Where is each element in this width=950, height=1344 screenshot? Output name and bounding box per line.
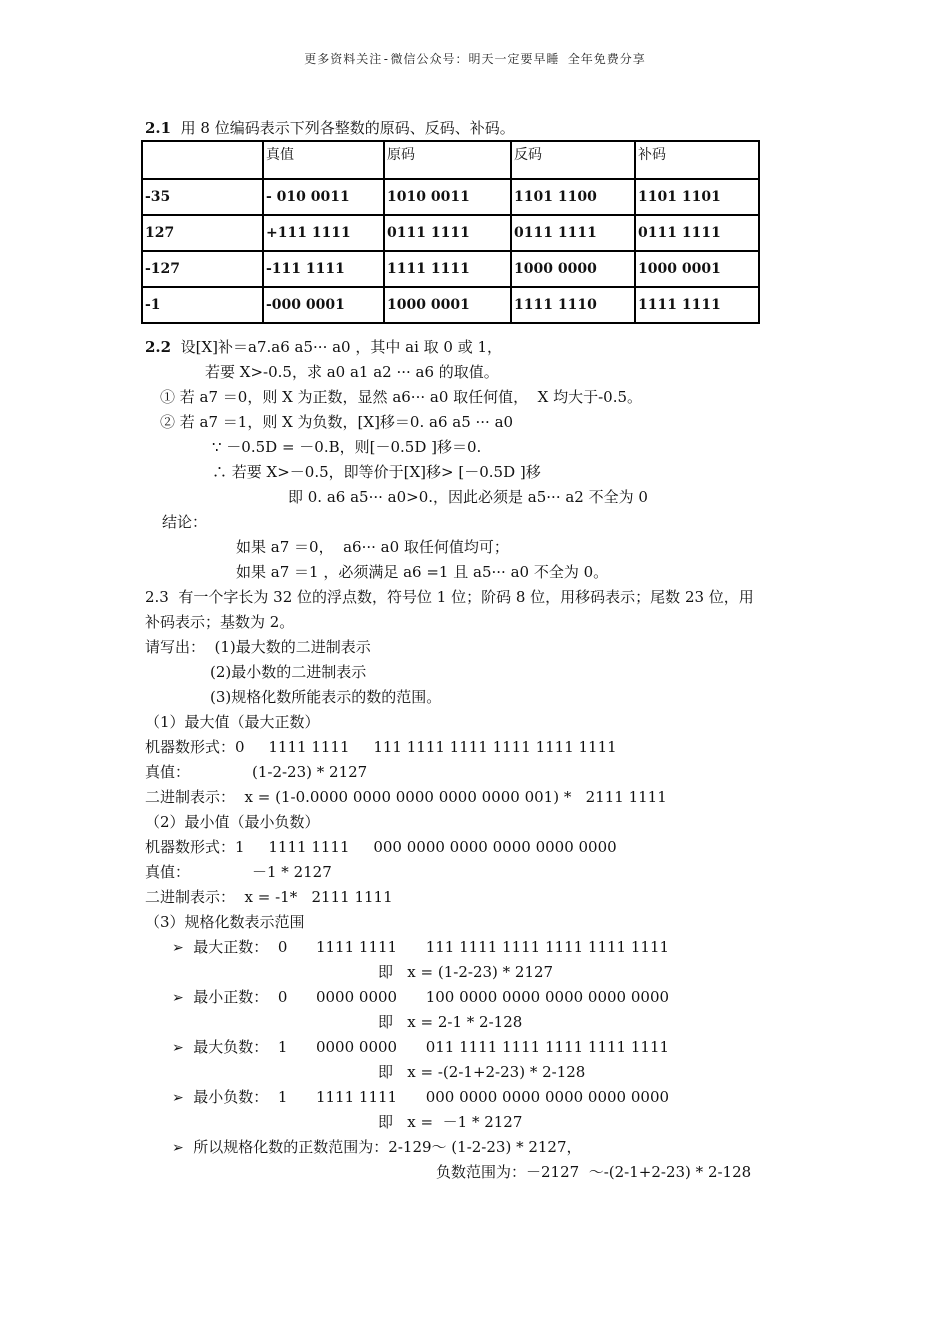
range-item-sub: 负数范围为：－2127 ～-(2-1+2-23) * 2-128 <box>436 1163 752 1181</box>
q23-line-11: 机器数形式：1 1111 1111 000 0000 0000 0000 0000 0000 <box>145 838 617 856</box>
table-cell: 1101 1101 <box>635 179 759 215</box>
q22-line-5: ∵ －0.5D = －0.B，则[－0.5D ]移＝0. <box>212 438 482 456</box>
q23-line-13: 二进制表示： x = -1* 2111 1111 <box>145 888 393 906</box>
q22-line-1: 设[X]补＝a7.a6 a5··· a0 ，其中 ai 取 0 或 1， <box>180 338 503 356</box>
q23-line-7: 机器数形式：0 1111 1111 111 1111 1111 1111 1111 1111 <box>145 738 617 756</box>
table-cell: 1000 0000 <box>511 251 635 287</box>
q23-line-4: (2)最小数的二进制表示 <box>210 663 367 681</box>
table-cell: 1111 1111 <box>384 251 511 287</box>
q23-line-9: 二进制表示： x = (1-0.0000 0000 0000 0000 0000 001) * 2111 1111 <box>145 788 667 806</box>
table-cell: 1111 1110 <box>511 287 635 323</box>
table-cell: -111 1111 <box>263 251 384 287</box>
range-item-sub: 即 x = (1-2-23) * 2127 <box>378 963 554 981</box>
q21-number: 2.1 <box>145 119 172 137</box>
table-cell: 1010 0011 <box>384 179 511 215</box>
range-item-label: 最小正数： 0 0000 0000 100 0000 0000 0000 0000 0000 <box>193 988 670 1006</box>
table-cell: 0111 1111 <box>384 215 511 251</box>
q22-line-7: 即 0. a6 a5··· a0>0.，因此必须是 a5··· a2 不全为 0 <box>288 488 648 506</box>
q23-line-6: （1）最大值（最大正数） <box>145 713 320 731</box>
table-header-cell <box>142 141 263 179</box>
q22-line-3: ① 若 a7 ＝0，则 X 为正数，显然 a6··· a0 取任何值， X 均大于-0.5。 <box>160 388 643 406</box>
range-item <box>172 1037 669 1058</box>
q23-line-1: 2.3 有一个字长为 32 位的浮点数，符号位 1 位；阶码 8 位，用移码表示；尾数 23 位，用 <box>145 588 754 606</box>
range-item-sub: 即 x = －1 * 2127 <box>378 1113 523 1131</box>
table-row <box>142 179 759 215</box>
table-header-cell: 真值 <box>263 141 384 179</box>
q22-line-8: 结论： <box>162 513 208 531</box>
table-header-cell: 补码 <box>635 141 759 179</box>
range-item-label: 最小负数： 1 1111 1111 000 0000 0000 0000 0000 0000 <box>193 1088 670 1106</box>
q22-line-9: 如果 a7 ＝0， a6··· a0 取任何值均可； <box>236 538 509 556</box>
arrow-bullet-icon: ➢ <box>172 1090 184 1106</box>
code-table <box>141 140 760 324</box>
q22-line-4: ② 若 a7 ＝1，则 X 为负数，[X]移＝0. a6 a5 ··· a0 <box>160 413 514 431</box>
arrow-bullet-icon: ➢ <box>172 990 184 1006</box>
arrow-bullet-icon: ➢ <box>172 1140 184 1156</box>
table-cell: 0111 1111 <box>511 215 635 251</box>
range-item-label: 最大正数： 0 1111 1111 111 1111 1111 1111 1111 1111 <box>193 938 670 956</box>
range-item <box>172 987 669 1008</box>
range-item <box>172 937 669 958</box>
range-item <box>172 1087 669 1108</box>
table-cell: +111 1111 <box>263 215 384 251</box>
range-item-sub: 即 x = -(2-1+2-23) * 2-128 <box>378 1063 586 1081</box>
q23-line-10: （2）最小值（最小负数） <box>145 813 320 831</box>
arrow-bullet-icon: ➢ <box>172 940 184 956</box>
q21-text: 用 8 位编码表示下列各整数的原码、反码、补码。 <box>180 119 515 137</box>
table-row <box>142 215 759 251</box>
table-cell: 0111 1111 <box>635 215 759 251</box>
table-cell: 127 <box>142 215 263 251</box>
range-item-label: 所以规格化数的正数范围为：2-129～ (1-2-23) * 2127， <box>193 1138 582 1156</box>
table-header-row <box>142 141 759 179</box>
q23-line-14: （3）规格化数表示范围 <box>145 913 305 931</box>
table-row <box>142 251 759 287</box>
q23-line-2: 补码表示；基数为 2。 <box>145 613 295 631</box>
table-header-cell: 原码 <box>384 141 511 179</box>
table-cell: -35 <box>142 179 263 215</box>
table-cell: -1 <box>142 287 263 323</box>
table-cell: 1000 0001 <box>384 287 511 323</box>
table-cell: 1101 1100 <box>511 179 635 215</box>
table-cell: -000 0001 <box>263 287 384 323</box>
table-cell: -127 <box>142 251 263 287</box>
table-cell: 1000 0001 <box>635 251 759 287</box>
page-header: 更多资料关注-微信公众号：明天一定要早睡 全年免费分享 <box>304 52 646 66</box>
range-item <box>172 1137 582 1158</box>
q22-heading <box>145 337 502 357</box>
range-item-sub: 即 x = 2-1 * 2-128 <box>378 1013 523 1031</box>
q23-line-3: 请写出： (1)最大数的二进制表示 <box>145 638 371 656</box>
q22-line-10: 如果 a7 ＝1 ，必须满足 a6 =1 且 a5··· a0 不全为 0。 <box>236 563 609 581</box>
q23-line-5: (3)规格化数所能表示的数的范围。 <box>210 688 442 706</box>
table-row <box>142 287 759 323</box>
q23-line-12: 真值： －1 * 2127 <box>145 863 332 881</box>
q22-number: 2.2 <box>145 338 172 356</box>
q21-heading <box>145 118 515 138</box>
q22-line-2: 若要 X>-0.5，求 a0 a1 a2 ··· a6 的取值。 <box>205 363 499 381</box>
table-cell: 1111 1111 <box>635 287 759 323</box>
table-cell: - 010 0011 <box>263 179 384 215</box>
table-header-cell: 反码 <box>511 141 635 179</box>
range-item-label: 最大负数： 1 0000 0000 011 1111 1111 1111 1111 1111 <box>193 1038 670 1056</box>
arrow-bullet-icon: ➢ <box>172 1040 184 1056</box>
q22-line-6: ∴ 若要 X>－0.5，即等价于[X]移> [－0.5D ]移 <box>212 463 541 481</box>
q23-line-8: 真值： (1-2-23) * 2127 <box>145 763 368 781</box>
